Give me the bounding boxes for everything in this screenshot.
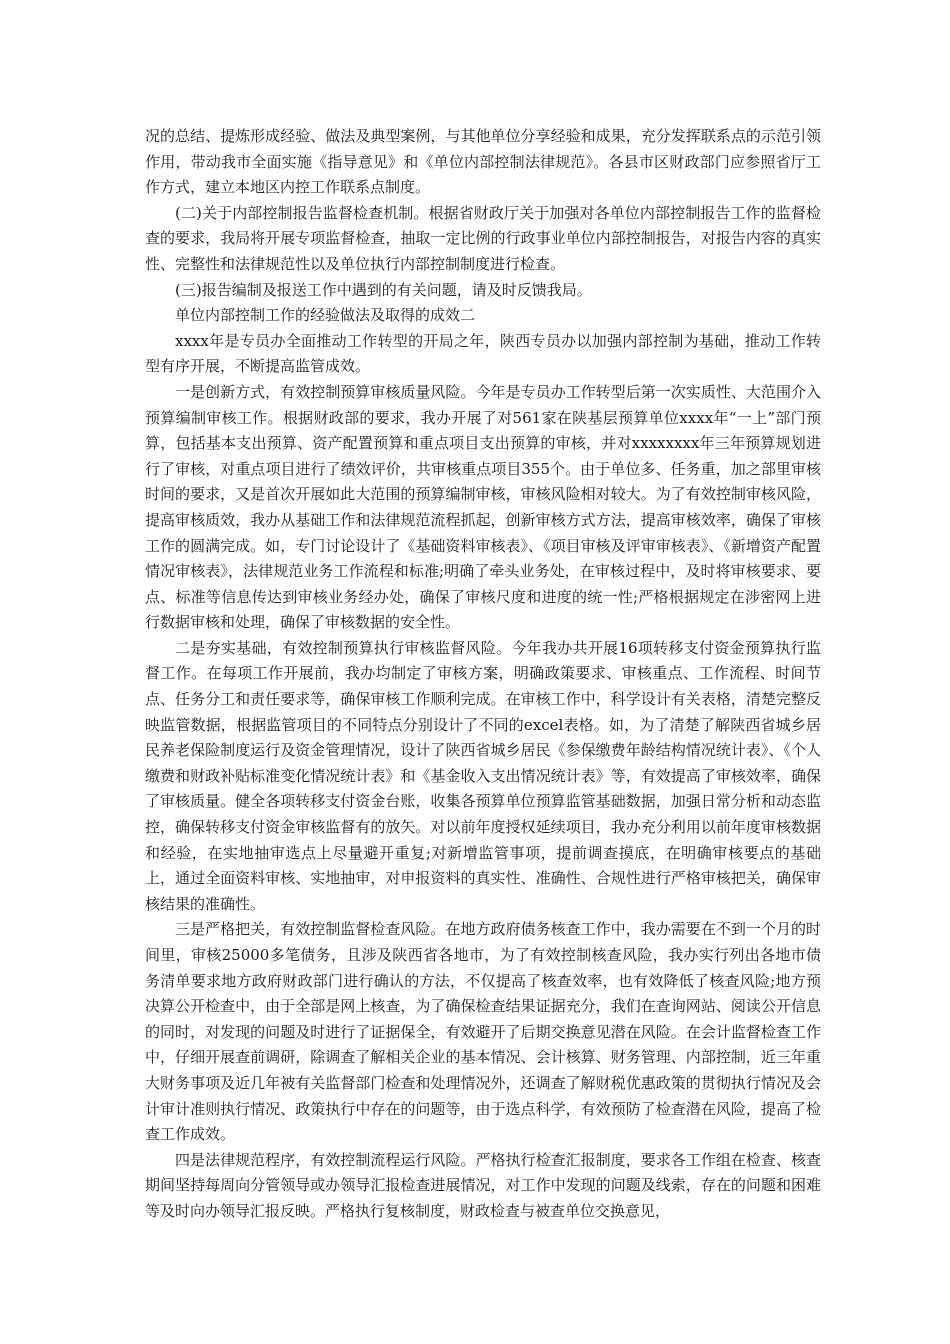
- paragraph-5: xxxx年是专员办全面推动工作转型的开局之年，陕西专员办以加强内部控制为基础，推动工作转型有序开展，不断提高监管成效。: [145, 331, 821, 376]
- paragraph-3: (三)报告编制及报送工作中遇到的有关问题，请及时反馈我局。: [175, 280, 592, 299]
- paragraph-6: 一是创新方式，有效控制预算审核质量风险。今年是专员办工作转型后第一次实质性、大范围介入预算编制审核工作。根据财政部的要求，我办开展了对561家在陕基层预算单位xxxx年“一上”部门预算，包括基本支出预算、资产配置预算和重点项目支出预算的审核，并对xxxxxxxx年三年预算规划进行了审核，对重点项目进行了绩效评价，共审核重点项目355个。由于单位多、任务重，加之部里审核时间的要求，又是首次开展如此大范围的预算编制审核，审核风险相对较大。为了有效控制审核风险，提高审核质效，我办从基础工作和法律规范流程抓起，创新审核方式方法，提高审核效率，确保了审核工作的圆满完成。如，专门讨论设计了《基础资料审核表》、《项目审核及评审审核表》、《新增资产配置情况审核表》，法律规范业务工作流程和标准;明确了牵头业务处，在审核过程中，及时将审核要求、要点、标准等信息传达到审核业务经办处，确保了审核尺度和进度的统一性;严格根据规定在涉密网上进行数据审核和处理，确保了审核数据的安全性。: [145, 382, 821, 632]
- paragraph-8: 三是严格把关，有效控制监督检查风险。在地方政府债务核查工作中，我办需要在不到一个月的时间里，审核25000多笔债务，且涉及陕西省各地市，为了有效控制核查风险，我办实行列出各地市债务清单要求地方政府财政部门进行确认的方法，不仅提高了核查效率，也有效降低了核查风险;地方预决算公开检查中，由于全部是网上核查，为了确保检查结果证据充分，我们在查询网站、阅读公开信息的同时，对发现的问题及时进行了证据保全，有效避开了后期交换意见潜在风险。在会计监督检查工作中，仔细开展查前调研，除调查了解相关企业的基本情况、会计核算、财务管理、内部控制，近三年重大财务事项及近几年被有关监督部门检查和处理情况外，还调查了解财税优惠政策的贯彻执行情况及会计审计准则执行情况、政策执行中存在的问题等，由于选点科学，有效预防了检查潜在风险，提高了检查工作成效。: [145, 920, 821, 1144]
- section-heading: 单位内部控制工作的经验做法及取得的成效二: [175, 306, 476, 325]
- document-body: [145, 124, 821, 1225]
- paragraph-7: 二是夯实基础，有效控制预算执行审核监督风险。今年我办共开展16项转移支付资金预算执行监督工作。在每项工作开展前，我办均制定了审核方案，明确政策要求、审核重点、工作流程、时间节点、任务分工和责任要求等，确保审核工作顺利完成。在审核工作中，科学设计有关表格，清楚完整反映监管数据，根据监管项目的不同特点分别设计了不同的excel表格。如，为了清楚了解陕西省城乡居民养老保险制度运行及资金管理情况，设计了陕西省城乡居民《参保缴费年龄结构情况统计表》、《个人缴费和财政补贴标准变化情况统计表》和《基金收入支出情况统计表》等，有效提高了审核效率，确保了审核质量。健全各项转移支付资金台账，收集各预算单位预算监管基础数据，加强日常分析和动态监控，确保转移支付资金审核监督有的放矢。对以前年度授权延续项目，我办充分利用以前年度审核数据和经验，在实地抽审选点上尽量避开重复;对新增监管事项，提前调查摸底，在明确审核要点的基础上，通过全面资料审核、实地抽审，对申报资料的真实性、准确性、合规性进行严格审核把关，确保审核结果的准确性。: [145, 638, 821, 913]
- paragraph-2: (二)关于内部控制报告监督检查机制。根据省财政厅关于加强对各单位内部控制报告工作的监督检查的要求，我局将开展专项监督检查，抽取一定比例的行政事业单位内部控制报告，对报告内容的真实性、完整性和法律规范性以及单位执行内部控制制度进行检查。: [145, 203, 821, 273]
- paragraph-9: 四是法律规范程序，有效控制流程运行风险。严格执行检查汇报制度，要求各工作组在检查、核查期间坚持每周向分管领导或办领导汇报检查进展情况，对工作中发现的问题及线索，存在的问题和困难等及时向办领导汇报反映。严格执行复核制度，财政检查与被查单位交换意见，: [145, 1150, 821, 1220]
- paragraph-1: 况的总结、提炼形成经验、做法及典型案例，与其他单位分享经验和成果，充分发挥联系点的示范引领作用，带动我市全面实施《指导意见》和《单位内部控制法律规范》。各县市区财政部门应参照省厅工作方式，建立本地区内控工作联系点制度。: [145, 127, 821, 197]
